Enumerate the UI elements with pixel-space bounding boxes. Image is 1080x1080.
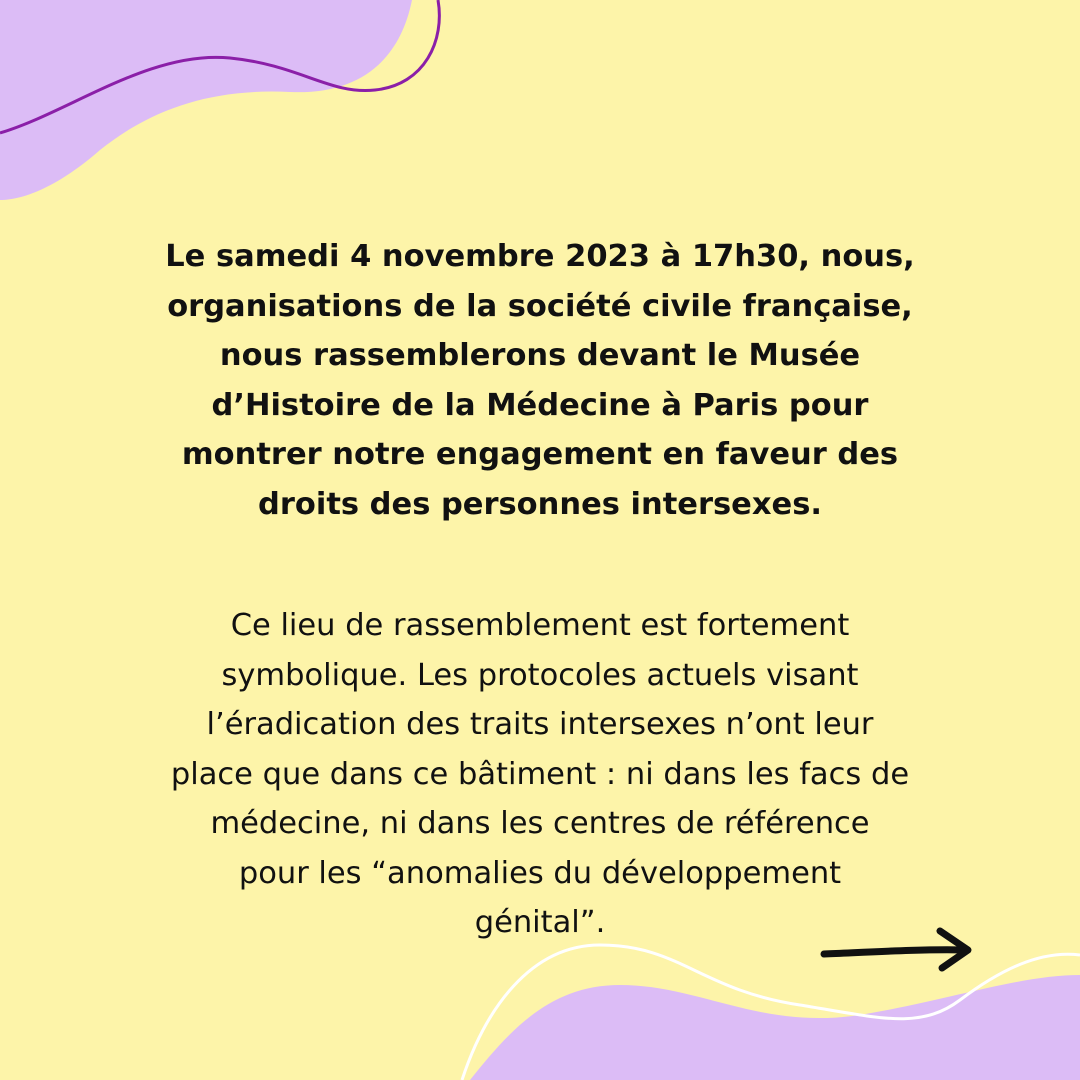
- body-line: Ce lieu de rassemblement est fortement: [230, 608, 850, 643]
- body-line: pour les “anomalies du développement: [238, 855, 842, 891]
- right-arrow-icon[interactable]: [812, 922, 982, 982]
- body-paragraph: [100, 601, 980, 948]
- headline: [100, 232, 980, 529]
- body-line: symbolique. Les protocoles actuels visant: [221, 657, 859, 693]
- bottom-right-purple-blob: [470, 975, 1080, 1080]
- body-line: l’éradication des traits intersexes n’ont leur: [206, 707, 874, 742]
- headline-line: d’Histoire de la Médecine à Paris pour: [211, 387, 869, 423]
- headline-line: nous rassemblerons devant le Musée: [219, 338, 861, 373]
- body-line: place que dans ce bâtiment : ni dans les facs de: [170, 756, 910, 792]
- headline-line: montrer notre engagement en faveur des: [181, 437, 899, 472]
- body-line: médecine, ni dans les centres de référence: [210, 806, 870, 841]
- top-left-purple-blob: [0, 0, 412, 200]
- text-content: [100, 232, 980, 948]
- body-line: génital”.: [474, 905, 606, 940]
- headline-line: droits des personnes intersexes.: [258, 486, 822, 522]
- headline-line: organisations de la société civile française,: [167, 288, 913, 324]
- headline-line: Le samedi 4 novembre 2023 à 17h30, nous,: [165, 239, 915, 274]
